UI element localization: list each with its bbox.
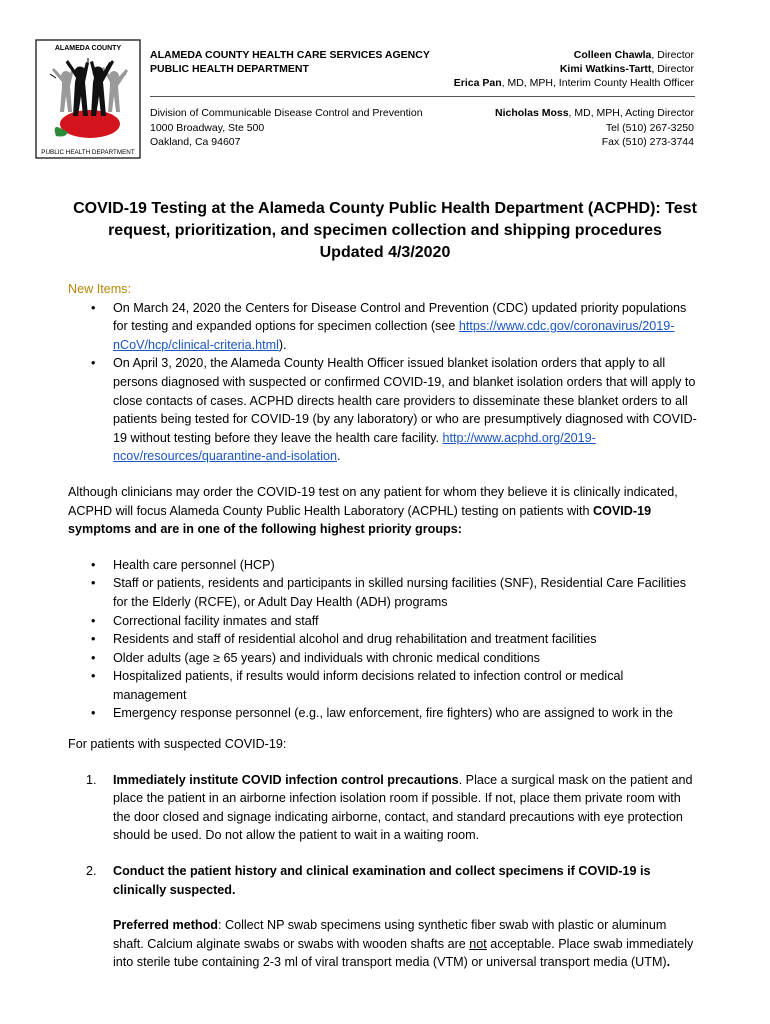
- step-1: 1. Immediately institute COVID infection control precautions. Place a surgical mask on the patient and place the patient in an airborne infection isolation room if possible. If not, place them private room with the door closed and signage indicating airborne, contact, and standard precautions with eye protection should be used. Do not allow the patient to wait in a waiting room.: [86, 772, 693, 843]
- suspected-intro: For patients with suspected COVID-19:: [68, 737, 287, 752]
- new-item: • On March 24, 2020 the Centers for Disease Control and Prevention (CDC) updated priority populations for testing and expanded options for specimen collection (see https://www.cdc.gov/coronavirus/2019-nCoV/hcp/clinical-criteria.html).: [113, 299, 700, 355]
- cdc-criteria-link[interactable]: https://www.cdc.gov/coronavirus/2019-nCoV/hcp/clinical-criteria.html: [113, 319, 675, 352]
- priority-groups-list: [68, 556, 700, 723]
- priority-group-item: • Residents and staff of residential alcohol and drug rehabilitation and treatment facilities: [113, 630, 700, 649]
- acphd-logo: [32, 36, 144, 162]
- logo-top-text: ALAMEDA COUNTY: [54, 45, 122, 52]
- address-line-2: Oakland, Ca 94607: [150, 136, 241, 148]
- telephone: Tel (510) 267-3250: [605, 121, 694, 134]
- step-2: 2. Conduct the patient history and clinical examination and collect specimens if COVID-19 is clinically suspected.: [86, 864, 651, 897]
- agency-line: ALAMEDA COUNTY HEALTH CARE SERVICES AGENCY: [150, 49, 430, 61]
- logo-graphic: [32, 36, 144, 162]
- steps-list: [68, 771, 700, 972]
- priority-group-item: • Hospitalized patients, if results would inform decisions related to infection control or medical management: [113, 667, 700, 704]
- document-title: COVID-19 Testing at the Alameda County Public Health Department (ACPHD): Test request, prioritization, and specimen collection and shipping procedures Updated 4/3/2020: [70, 198, 700, 264]
- updated-date: Updated 4/3/2020: [319, 244, 451, 261]
- logo-bottom-text: PUBLIC HEALTH DEPARTMENT: [41, 149, 135, 156]
- priority-group-item: • Emergency response personnel (e.g., law enforcement, fire fighters) who are assigned to work in the: [113, 704, 700, 723]
- official-director-2: Kimi Watkins-Tartt, Director: [559, 63, 694, 75]
- acting-director: Nicholas Moss, MD, MPH, Acting Director: [495, 107, 694, 119]
- acphd-isolation-link[interactable]: http://www.acphd.org/2019-ncov/resources/quarantine-and-isolation: [113, 430, 596, 464]
- document-body: [68, 280, 700, 972]
- address-line-1: 1000 Broadway, Ste 500: [150, 121, 265, 134]
- new-items-heading: New Items:: [68, 282, 131, 296]
- preferred-method: Preferred method: Collect NP swab specimens using synthetic fiber swab with plastic or aluminum shaft. Calcium alginate swabs or swabs with wooden shafts are not acceptable. Place swab immediately into sterile tube containing 2-3 ml of viral transport media (VTM) or universal transport media (UTM).: [113, 918, 694, 970]
- letterhead-divider: [150, 96, 695, 97]
- official-health-officer: Erica Pan, MD, MPH, Interim County Health Officer: [453, 77, 694, 89]
- department-line: PUBLIC HEALTH DEPARTMENT: [150, 63, 309, 75]
- official-director-1: Colleen Chawla, Director: [573, 49, 694, 61]
- priority-group-item: • Health care personnel (HCP): [113, 556, 700, 575]
- priority-group-item: • Correctional facility inmates and staff: [113, 612, 700, 631]
- intro-paragraph: Although clinicians may order the COVID-19 test on any patient for whom they believe it is clinically indicated, ACPHD will focus Alameda County Public Health Laboratory (ACPHL) testing on patients with COVID-19 symptoms and are in one of the following highest priority groups:: [68, 484, 678, 537]
- new-item: • On April 3, 2020, the Alameda County Health Officer issued blanket isolation orders that apply to all persons diagnosed with suspected or confirmed COVID-19, and blanket isolation orders that will apply to close contacts of cases. ACPHD directs health care providers to disseminate these blanket orders to all patients being tested for COVID-19 (by any laboratory) or who are presumptively diagnosed with COVID-19 without testing before they leave the health care facility. http://www.acphd.org/2019-ncov/resources/quarantine-and-isolation.: [113, 354, 700, 466]
- priority-group-item: • Older adults (age ≥ 65 years) and individuals with chronic medical conditions: [113, 649, 700, 668]
- new-items-list: [68, 299, 700, 466]
- division-name: Division of Communicable Disease Control and Prevention: [150, 107, 423, 119]
- priority-group-item: • Staff or patients, residents and participants in skilled nursing facilities (SNF), Residential Care Facilities for the Elderly (RCFE), or Adult Day Health (ADH) programs: [113, 574, 700, 611]
- division-contacts: [364, 106, 694, 150]
- officials-list: [364, 48, 694, 90]
- fax: Fax (510) 273-3744: [601, 136, 694, 148]
